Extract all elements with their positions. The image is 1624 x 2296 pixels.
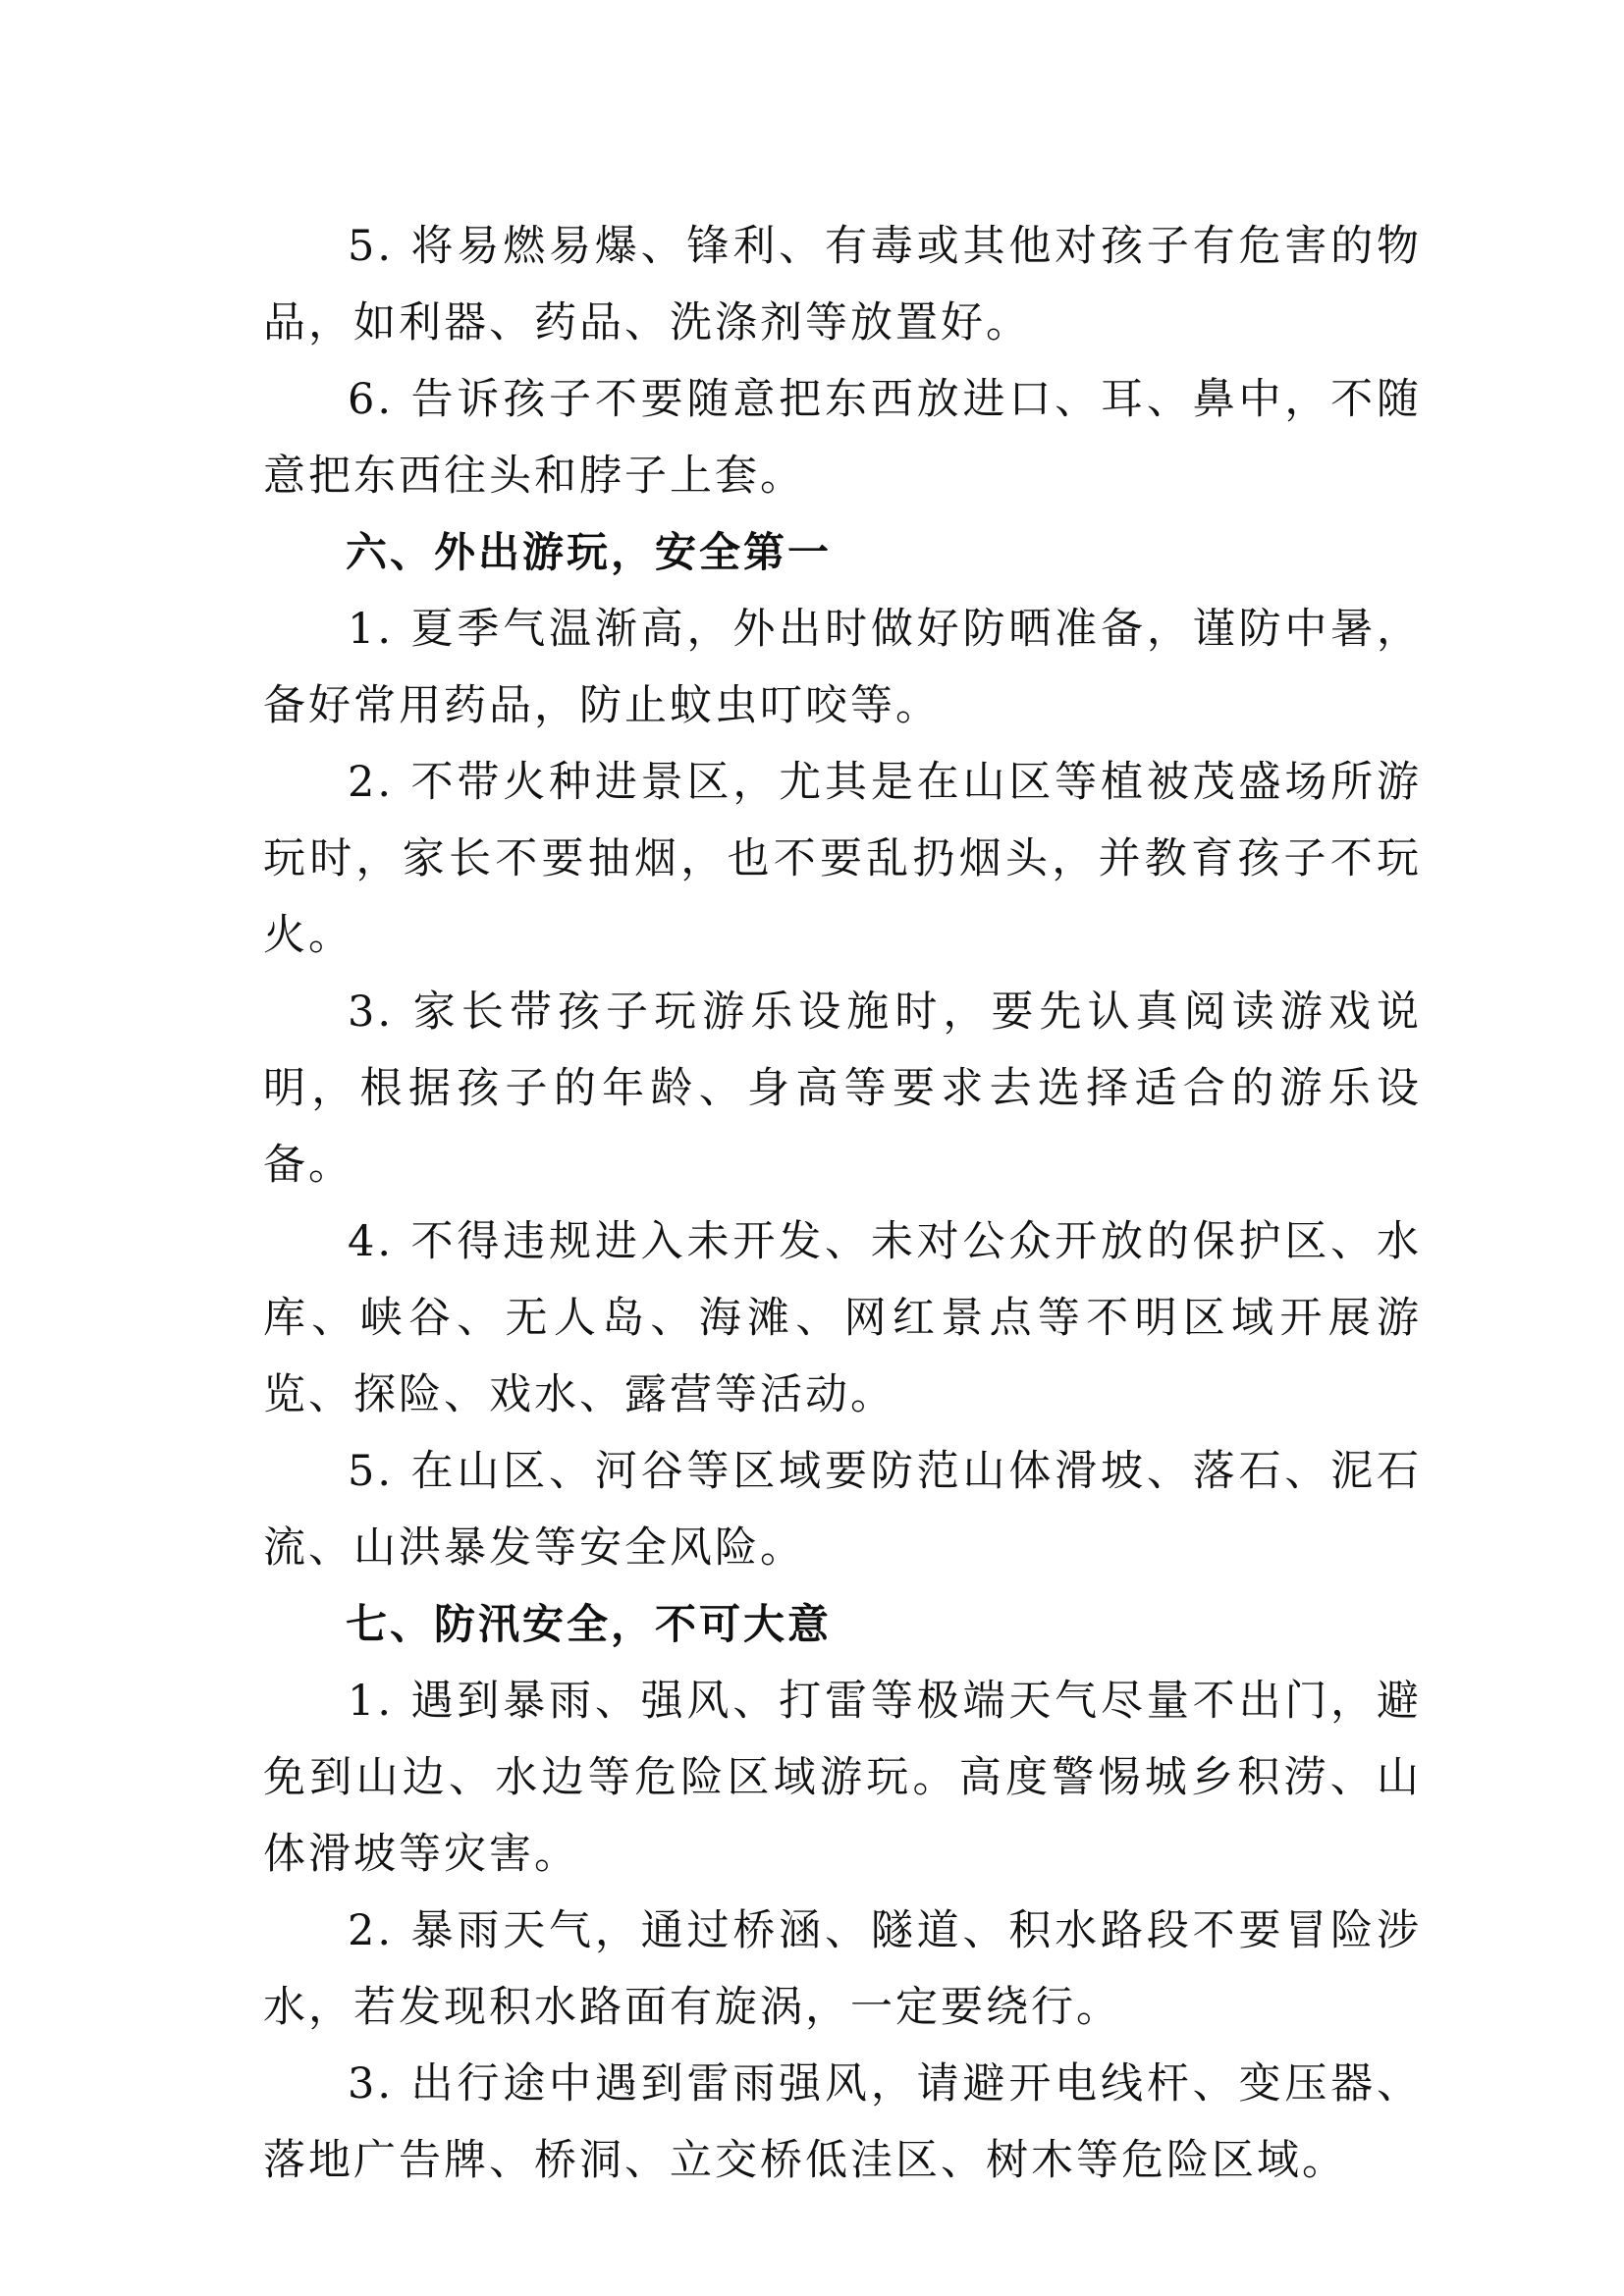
section-heading: 六、外出游玩，安全第一 [346, 528, 833, 576]
paragraph: 4. 不得违规进入未开发、未对公众开放的保护区、水库、峡谷、无人岛、海滩、网红景点等不明区域开展游览、探险、戏水、露营等活动。 [263, 1217, 1422, 1419]
paragraph: 5. 在山区、河谷等区域要防范山体滑坡、落石、泥石流、山洪暴发等安全风险。 [263, 1447, 1422, 1573]
paragraph: 5. 将易燃易爆、锋利、有毒或其他对孩子有危害的物品，如利器、药品、洗涤剂等放置好。 [263, 222, 1422, 347]
paragraph: 1. 遇到暴雨、强风、打雷等极端天气尽量不出门，避免到山边、水边等危险区域游玩。高度警惕城乡积涝、山体滑坡等灾害。 [263, 1677, 1422, 1879]
document-body [263, 208, 1422, 2199]
paragraph: 2. 不带火种进景区，尤其是在山区等植被茂盛场所游玩时，家长不要抽烟，也不要乱扔烟头，并教育孩子不玩火。 [263, 758, 1422, 960]
paragraph: 1. 夏季气温渐高，外出时做好防晒准备，谨防中暑，备好常用药品，防止蚊虫叮咬等。 [263, 605, 1422, 730]
section-heading: 七、防汛安全，不可大意 [346, 1600, 833, 1648]
paragraph: 3. 家长带孩子玩游乐设施时，要先认真阅读游戏说明，根据孩子的年龄、身高等要求去选择适合的游乐设备。 [263, 988, 1422, 1190]
paragraph: 2. 暴雨天气，通过桥涵、隧道、积水路段不要冒险涉水，若发现积水路面有旋涡，一定要绕行。 [263, 1906, 1422, 2032]
paragraph: 6. 告诉孩子不要随意把东西放进口、耳、鼻中，不随意把东西往头和脖子上套。 [263, 375, 1422, 501]
paragraph: 3. 出行途中遇到雷雨强风，请避开电线杆、变压器、落地广告牌、桥洞、立交桥低洼区、树木等危险区域。 [263, 2059, 1422, 2185]
